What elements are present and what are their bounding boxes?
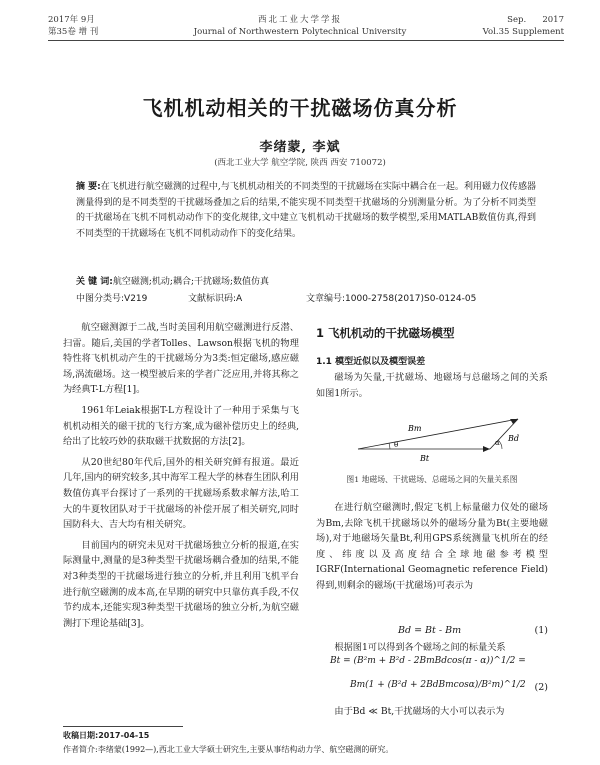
subsection-heading: 1.1 模型近似以及模型误差 — [316, 357, 426, 367]
header-journal-cn: 西北工业大学学报 — [257, 15, 342, 25]
section-text-2: 在进行航空磁测时,假定飞机上标量磁力仪处的磁场为Bm,去除飞机干扰磁场以外的磁场分量为Bt(主要地磁场),对于地磁场矢量Bt,利用GPS系统测量飞机所在的经度、纬度以及高度结合全球地磁参考模型IGRF(International Geomagnetic reference Field)得到,则剩余的磁场(干扰磁场)可表示为 — [316, 502, 548, 591]
equation-2-number: (2) — [534, 682, 548, 693]
keywords-text: 航空磁测;机动;耦合;干扰磁场;数值仿真 — [112, 277, 270, 287]
figure-caption: 图1 地磁场、干扰磁场、总磁场之间的矢量关系图 — [346, 475, 518, 484]
keywords-label: 关 键 词: — [76, 277, 113, 287]
section-text-3: 根据图1可以得到各个磁场之间的标量关系 — [334, 642, 506, 653]
paper-title: 飞机机动相关的干扰磁场仿真分析 — [142, 96, 458, 120]
article-number: 文章编号:1000-2758(2017)S0-0124-05 — [306, 294, 477, 304]
header-divider — [48, 40, 564, 41]
abstract-label: 摘 要: — [76, 182, 101, 192]
intro-paragraph-4: 目前国内的研究未见对干扰磁场独立分析的报道,在实际测量中,测量的是3种类型干扰磁场耦合叠加的结果,不能对3种类型的干扰磁场进行独立的分析,并且利用飞机平台进行航空磁测的成本高,在早期的研究中只靠仿真手段,不仅节约成本,还能实现3种类型干扰磁场的独立分析,为航空磁测打下理论基础[3]。 — [63, 539, 299, 629]
section-paragraph-3 — [316, 640, 548, 656]
author-introduction: 作者简介:李绪蒙(1992—),西北工业大学硕士研究生,主要从事结构动力学、航空磁测的研究。 — [63, 745, 394, 754]
section-paragraph-1 — [316, 370, 548, 401]
section-heading: 1 飞机机动的干扰磁场模型 — [316, 326, 455, 340]
received-date: 收稿日期:2017-04-15 — [63, 731, 150, 740]
clc-number: 中图分类号:V219 — [76, 294, 148, 304]
label-theta: θ — [394, 441, 399, 449]
section-paragraph-4 — [316, 704, 548, 720]
header-journal-en: Journal of Northwestern Polytechnical University — [193, 27, 407, 37]
label-alpha: α — [495, 439, 500, 447]
section-text-1: 磁场为矢量,干扰磁场、地磁场与总磁场之间的关系如图1所示。 — [316, 372, 548, 399]
abstract — [76, 180, 536, 242]
section-paragraph-2 — [316, 500, 548, 594]
header-volume-cn: 第35卷 增 刊 — [48, 27, 99, 37]
footnote-divider — [63, 726, 183, 727]
header-year-month: 2017年 9月 — [48, 15, 95, 25]
label-bt: Bt — [420, 454, 430, 463]
header-date — [483, 14, 564, 38]
document-code: 文献标识码:A — [188, 294, 243, 304]
intro-paragraph-1: 航空磁测源于二战,当时美国利用航空磁测进行反潜、扫雷。随后,美国的学者Tolles、Lawson根据飞机的物理特性将飞机机动产生的干扰磁场分为3类:恒定磁场,感应磁场,涡流磁场。这一模型被后来的学者广泛应用,并将其称之为经典T-L方程[1]。 — [63, 322, 299, 396]
label-bm: Bm — [408, 424, 422, 433]
arrow-head-bt — [483, 446, 490, 452]
abstract-text: 在飞机进行航空磁测的过程中,与飞机机动相关的不同类型的干扰磁场在实际中耦合在一起。利用磁力仪传感器测量得到的是不同类型的干扰磁场叠加之后的结果,不能实现不同类型干扰磁场的分别测量分析。为了分析不同类型的干扰磁场在飞机不同机动动作下的变化规律,文中建立飞机机动干扰磁场的数学模型,采用MATLAB数值仿真,得到不同类型的干扰磁场在飞机不同机动动作下的变化结果。 — [76, 182, 536, 239]
equation-2-line-1: Bt = (B²m + B²d - 2BmBdcos(π - α))^1/2 = — [330, 656, 526, 666]
equation-1-number: (1) — [534, 625, 548, 636]
angle-theta-arc — [389, 443, 390, 449]
left-column — [63, 320, 299, 631]
intro-paragraph-3: 从20世纪80年代后,国外的相关研究鲜有报道。最近几年,国内的研究较多,其中海军工程大学的林春生团队利用数值仿真平台探讨了一系列的干扰磁场系数求解方法,哈工大的牛夏牧团队对于干扰磁场的补偿开展了相关研究,同时国防科大、吉大均有相关研究。 — [63, 456, 299, 531]
label-bd: Bd — [508, 434, 519, 443]
paper-affiliation: (西北工业大学 航空学院, 陕西 西安 710072) — [214, 158, 386, 168]
paper-authors: 李绪蒙, 李斌 — [259, 140, 341, 155]
vector-diagram — [350, 405, 530, 465]
section-text-4: 由于Bd ≪ Bt,干扰磁场的大小可以表示为 — [334, 706, 505, 717]
equation-2-line-2: Bm(1 + (B²d + 2BdBmcosα)/B²m)^1/2 — [350, 680, 526, 690]
header-date-en: Sep. 2017 — [507, 15, 564, 25]
equation-1: Bd = Bt - Bm — [398, 625, 462, 636]
keywords — [76, 275, 536, 289]
intro-paragraph-2: 1961年Leiak根据T-L方程设计了一种用于采集与飞机机动相关的磁干扰的飞行方案,成为磁补偿历史上的经典,给出了比较巧妙的获取磁干扰数据的方法[2]。 — [63, 404, 299, 448]
header-volume-en: Vol.35 Supplement — [482, 27, 564, 37]
